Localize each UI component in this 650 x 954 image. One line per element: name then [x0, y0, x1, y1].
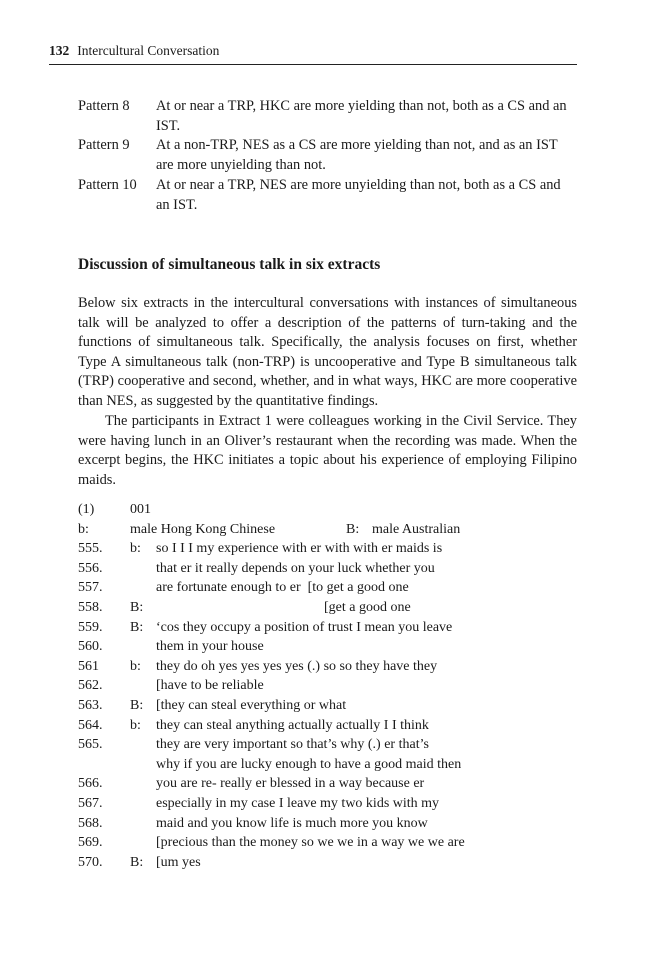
utterance-text: they can steal anything actually actually I I think	[156, 717, 429, 733]
speaker-code: b:	[130, 541, 141, 557]
pattern-text: At or near a TRP, HKC are more yielding than not, both as a CS and an IST.	[156, 98, 567, 134]
line-number: 557.	[78, 580, 103, 596]
line-number: 560.	[78, 639, 103, 655]
line-number: 559.	[78, 619, 103, 635]
transcript-line	[78, 814, 598, 834]
speaker-code	[130, 637, 156, 657]
speaker-code	[130, 794, 156, 814]
transcript-line	[78, 755, 598, 775]
utterance-text: are fortunate enough to er [to get a good one	[156, 580, 409, 596]
speaker2-code: B:	[346, 521, 360, 537]
extract-code: 001	[130, 502, 151, 517]
pattern-label: Pattern 10	[78, 176, 137, 193]
pattern-label: Pattern 9	[78, 137, 130, 154]
page-number: 132	[49, 43, 70, 58]
line-number: 561	[78, 658, 99, 674]
utterance-text: maid and you know life is much more you know	[156, 815, 428, 831]
body-paragraph: The participants in Extract 1 were colleagues working in the Civil Service. They were having lunch in an Oliver’s restaurant when the recording was made. When the excerpt begins, the HKC initiates a topic about his experience of employing Filipino maids.	[78, 413, 577, 488]
speaker1-description: male Hong Kong Chinese	[130, 521, 276, 537]
utterance-text: [um yes	[156, 854, 201, 870]
pattern-text: At a non-TRP, NES as a CS are more yielding than not, and as an IST are more unyielding than not.	[156, 137, 558, 174]
extract-label: (1)	[78, 502, 95, 517]
transcript-line	[78, 539, 598, 559]
line-number: 563.	[78, 697, 103, 713]
speaker-code: B:	[130, 854, 144, 870]
transcript-line	[78, 676, 598, 696]
line-number: 558.	[78, 599, 103, 615]
utterance-text: they are very important so that’s why (.) er that’s	[156, 737, 429, 753]
utterance-text: them in your house	[156, 639, 264, 655]
utterance-text: [they can steal everything or what	[156, 697, 347, 713]
transcript-line	[78, 794, 598, 814]
pattern-item	[78, 97, 578, 136]
line-number: 555.	[78, 541, 103, 557]
line-number: 566.	[78, 776, 103, 792]
line-number: 564.	[78, 717, 103, 733]
section-heading: Discussion of simultaneous talk in six extracts	[78, 256, 381, 273]
utterance-text: ‘cos they occupy a position of trust I mean you leave	[156, 619, 453, 635]
transcript-line	[78, 735, 598, 755]
transcript-line	[78, 578, 598, 598]
speaker-code: b:	[130, 658, 141, 674]
speaker-code	[130, 833, 156, 853]
pattern-text: At or near a TRP, NES are more unyielding than not, both as a CS and an IST.	[156, 176, 561, 213]
speaker2-description: male Australian	[372, 521, 461, 537]
speaker-code	[130, 578, 156, 598]
transcript-line	[78, 618, 598, 638]
utterance-text: they do oh yes yes yes yes (.) so so they have they	[156, 658, 438, 674]
line-number	[78, 755, 130, 775]
participant-key	[78, 520, 598, 540]
speaker-code	[130, 676, 156, 696]
speaker-code	[130, 755, 156, 775]
transcript-line	[78, 559, 598, 579]
speaker-code	[130, 559, 156, 579]
transcript-lines	[78, 539, 598, 872]
utterance-text: that er it really depends on your luck whether you	[156, 560, 435, 576]
line-number: 569.	[78, 835, 103, 851]
utterance-text: [have to be reliable	[156, 678, 264, 694]
utterance-text: [precious than the money so we we in a way we we are	[156, 835, 465, 851]
speaker1-code: b:	[78, 521, 89, 537]
pattern-item	[78, 176, 578, 215]
line-number: 556.	[78, 560, 103, 576]
transcript-line	[78, 657, 598, 677]
transcript-line	[78, 696, 598, 716]
utterance-text: why if you are lucky enough to have a good maid then	[156, 756, 462, 772]
line-number: 562.	[78, 678, 103, 694]
speaker-code: B:	[130, 619, 144, 635]
transcript-extract	[78, 500, 598, 872]
pattern-list	[78, 97, 578, 215]
pattern-label: Pattern 8	[78, 98, 130, 114]
extract-heading	[78, 500, 598, 520]
pattern-item	[78, 136, 578, 175]
line-number: 568.	[78, 815, 103, 831]
transcript-line	[78, 716, 598, 736]
speaker-code: b:	[130, 717, 141, 733]
speaker-code	[130, 814, 156, 834]
line-number: 565.	[78, 737, 103, 753]
speaker-code	[130, 774, 156, 794]
utterance-text: especially in my case I leave my two kids with my	[156, 795, 440, 811]
speaker-code: B:	[130, 599, 144, 615]
utterance-text: you are re- really er blessed in a way because er	[156, 776, 425, 792]
transcript-line	[78, 637, 598, 657]
body-paragraph: Below six extracts in the intercultural conversations with instances of simultaneous talk will be analyzed to offer a description of the patterns of turn-taking and the functions of simultaneous talk. Specifically, the analysis focuses on first, whether Type A simultaneous talk (non-TRP) is uncooperative and Type B simultaneous talk (TRP) cooperative and second, whether, and in what ways, HKC are more cooperative than NES, as suggested by the quantitative findings.	[78, 295, 577, 409]
running-header	[49, 42, 577, 65]
transcript-line	[78, 853, 598, 873]
transcript-line	[78, 833, 598, 853]
line-number: 570.	[78, 854, 103, 870]
transcript-line	[78, 598, 598, 618]
speaker-code: B:	[130, 697, 144, 713]
running-title: Intercultural Conversation	[77, 43, 220, 58]
transcript-line	[78, 774, 598, 794]
utterance-text: so I I I my experience with er with with er maids is	[156, 541, 443, 557]
utterance-text: [get a good one	[156, 599, 411, 615]
speaker-code	[130, 735, 156, 755]
line-number: 567.	[78, 795, 103, 811]
